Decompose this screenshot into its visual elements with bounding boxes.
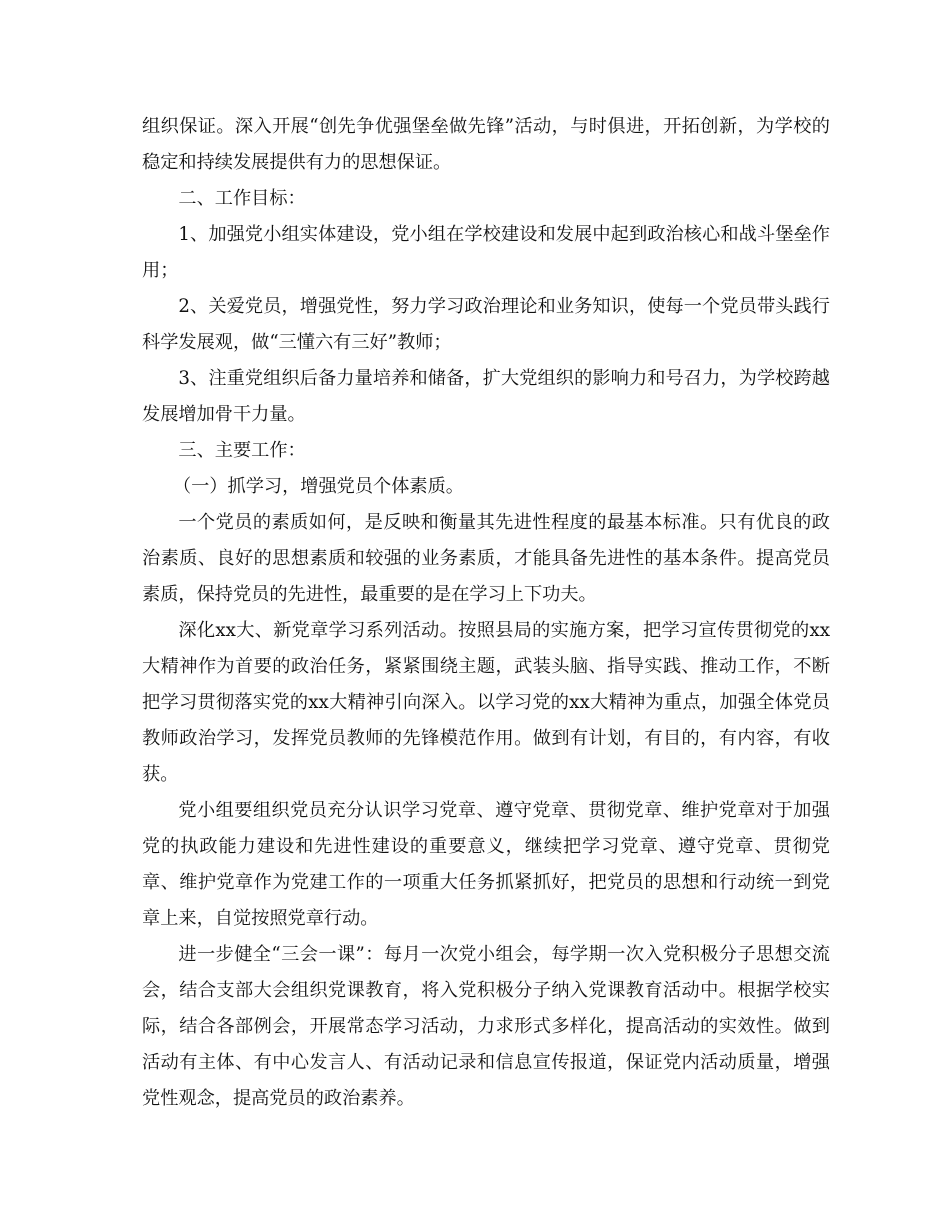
goal-item-3: 3、注重党组织后备力量培养和储备，扩大党组织的影响力和号召力，为学校跨越发展增加骨干力量。 xyxy=(142,368,830,425)
heading-main-work: 三、主要工作： xyxy=(178,440,306,461)
heading-work-goals: 二、工作目标： xyxy=(178,188,306,209)
paragraph-party-member-quality: 一个党员的素质如何，是反映和衡量其先进性程度的最基本标准。只有优良的政治素质、良好的思想素质和较强的业务素质，才能具备先进性的基本条件。提高党员素质，保持党员的先进性，最重要的是在学习上下功夫。 xyxy=(142,512,830,605)
goal-item-1: 1、加强党小组实体建设，党小组在学校建设和发展中起到政治核心和战斗堡垒作用； xyxy=(142,224,830,281)
paragraph-continuation: 组织保证。深入开展“创先争优强堡垒做先锋”活动，与时俱进，开拓创新，为学校的稳定和持续发展提供有力的思想保证。 xyxy=(142,116,830,173)
paragraph-deepen-study: 深化xx大、新党章学习系列活动。按照县局的实施方案，把学习宣传贯彻党的xx大精神作为首要的政治任务，紧紧围绕主题，武装头脑、指导实践、推动工作，不断把学习贯彻落实党的xx大精神引向深入。以学习党的xx大精神为重点，加强全体党员教师政治学习，发挥党员教师的先锋模范作用。做到有计划，有目的，有内容，有收获。 xyxy=(142,620,830,785)
paragraph-party-constitution: 党小组要组织党员充分认识学习党章、遵守党章、贯彻党章、维护党章对于加强党的执政能力建设和先进性建设的重要意义，继续把学习党章、遵守党章、贯彻党章、维护党章作为党建工作的一项重大任务抓紧抓好，把党员的思想和行动统一到党章上来，自觉按照党章行动。 xyxy=(142,800,830,929)
subheading-study: （一）抓学习，增强党员个体素质。 xyxy=(172,476,464,497)
paragraph-three-meetings: 进一步健全“三会一课”：每月一次党小组会，每学期一次入党积极分子思想交流会，结合支部大会组织党课教育，将入党积极分子纳入党课教育活动中。根据学校实际，结合各部例会，开展常态学习活动，力求形式多样化，提高活动的实效性。做到活动有主体、有中心发言人、有活动记录和信息宣传报道，保证党内活动质量，增强党性观念，提高党员的政治素养。 xyxy=(142,944,830,1109)
goal-item-2: 2、关爱党员，增强党性，努力学习政治理论和业务知识，使每一个党员带头践行科学发展观，做“三懂六有三好”教师； xyxy=(142,296,830,353)
